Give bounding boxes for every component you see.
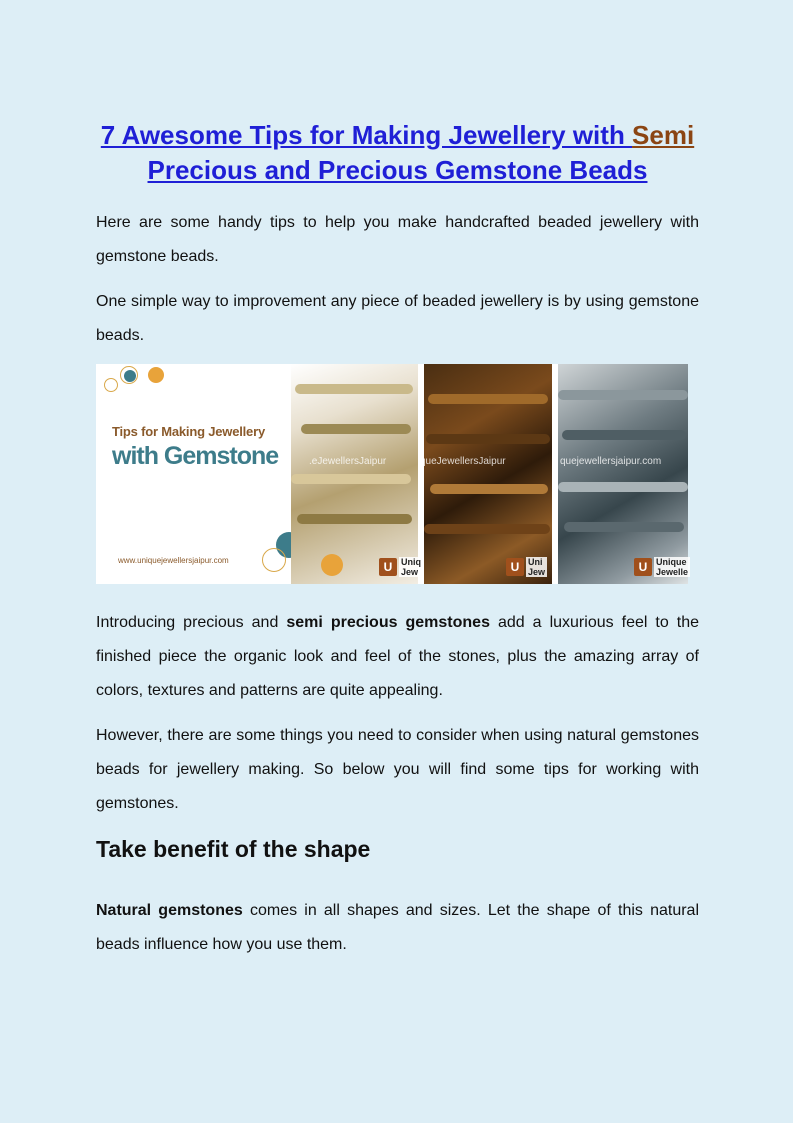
title-link-part2[interactable]: Semi	[632, 120, 695, 150]
paragraph-5-post: comes in all shapes and sizes. Let the shape of this natural beads influence how you use them.	[96, 902, 699, 953]
logo-line: Jew	[528, 567, 546, 577]
banner-intro-panel	[96, 364, 291, 584]
paragraph-2: One simple way to improvement any piece of beaded jewellery is by using gemstone beads.	[96, 293, 699, 344]
logo-text	[399, 557, 423, 577]
logo-text	[526, 557, 547, 577]
decor-dot	[321, 554, 343, 576]
bead-strand	[428, 394, 548, 404]
logo-line: Uni	[528, 557, 543, 567]
paragraph-3-pre: Introducing precious and	[96, 614, 287, 631]
article-title	[96, 118, 699, 188]
bead-strand	[426, 434, 550, 444]
bead-strand	[295, 384, 413, 394]
decor-ring	[104, 378, 118, 392]
logo-line: Unique	[656, 557, 687, 567]
bead-photo-3	[558, 364, 688, 584]
bead-strand	[558, 390, 688, 400]
logo-text	[654, 557, 690, 577]
bead-photo-1	[291, 364, 421, 584]
paragraph-3-bold: semi precious gemstones	[286, 614, 490, 631]
decor-dot	[148, 367, 164, 383]
bead-strand	[291, 474, 411, 484]
watermark-3: quejewellersjaipur.com	[560, 456, 662, 467]
logo-icon: U	[506, 558, 524, 576]
decor-ring	[262, 548, 286, 572]
intro-paragraph: Here are some handy tips to help you make handcrafted beaded jewellery with gemstone beads.	[96, 214, 699, 265]
banner-url: www.uniquejewellersjaipur.com	[118, 556, 229, 565]
banner-line1: Tips for Making Jewellery	[112, 424, 265, 439]
banner-line2: with Gemstone	[112, 442, 279, 470]
bead-strand	[562, 430, 686, 440]
logo-icon: U	[634, 558, 652, 576]
logo-line: Jew	[401, 567, 419, 577]
logo-line: Uniq	[401, 557, 421, 567]
gemstone-banner-image	[96, 364, 688, 584]
paragraph-5	[96, 894, 699, 962]
bead-strand	[558, 482, 688, 492]
bead-strand	[564, 522, 684, 532]
document-page	[96, 118, 699, 973]
bead-strand	[430, 484, 548, 494]
watermark-1: .eJewellersJaipur	[309, 456, 387, 467]
paragraph-4: However, there are some things you need to consider when using natural gemstones beads for jewellery making. So below you will find some tips for working with gemstones.	[96, 727, 699, 812]
paragraph-3	[96, 606, 699, 708]
bead-strand	[301, 424, 411, 434]
bead-strand	[424, 524, 550, 534]
logo-line: Jewelle	[656, 567, 689, 577]
logo-icon: U	[379, 558, 397, 576]
paragraph-5-bold: Natural gemstones	[96, 902, 243, 919]
title-link-part3[interactable]: Precious and Precious Gemstone Beads	[147, 155, 648, 185]
bead-photo-2	[420, 364, 552, 584]
watermark-2: queJewellersJaipur	[420, 456, 506, 467]
bead-strand	[297, 514, 412, 524]
section-heading: Take benefit of the shape	[96, 836, 371, 862]
title-link-part1[interactable]: 7 Awesome Tips for Making Jewellery with	[100, 120, 633, 150]
paragraph-3-post: add a luxurious feel to the finished piece the organic look and feel of the stones, plus the amazing array of colors, textures and patterns are quite appealing.	[96, 614, 700, 699]
decor-ring	[120, 366, 138, 384]
